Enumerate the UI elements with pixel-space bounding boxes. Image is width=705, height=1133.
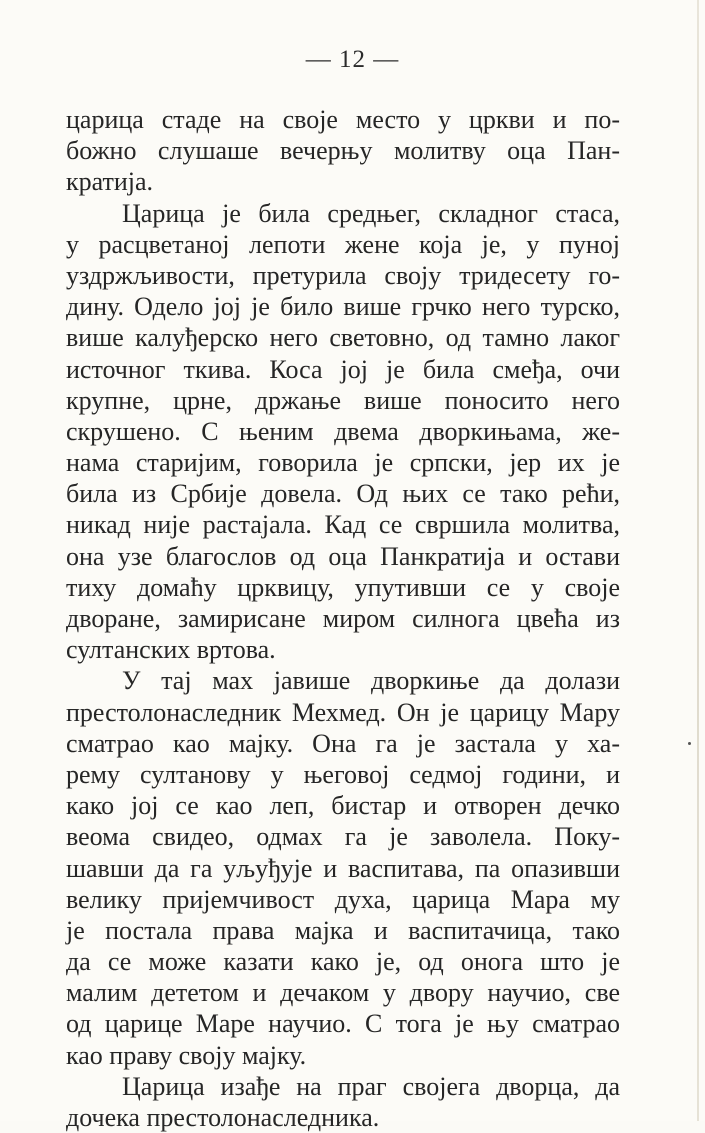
- text-line: дочека престолонаследника.: [66, 1103, 380, 1132]
- text-line: Царица је била средњег, складног стаса,: [122, 198, 620, 228]
- text-line: нама старијим, говорила је српски, јер их је: [66, 448, 620, 478]
- text-line: царица стаде на своје место у цркви и по-: [66, 105, 620, 134]
- text-line: уздржљивости, претурила своју тридесету го-: [66, 260, 620, 290]
- text-line: је постала права мајка и васпитачица, тако: [66, 915, 620, 945]
- text-line: шавши да га уљуђује и васпитава, па опазивши: [66, 853, 620, 883]
- text-line: сматрао као мајку. Она га је застала у ха-: [66, 728, 620, 758]
- text-line: султанских вртова.: [66, 635, 276, 665]
- text-line: божно слушаше вечерњу молитву оца Пан-: [66, 136, 620, 166]
- margin-mark: [688, 742, 691, 745]
- text-line: као праву своју мајку.: [66, 1040, 307, 1070]
- text-line: престолонаследник Мехмед. Он је царицу Мару: [66, 697, 620, 727]
- text-line: она узе благослов од оца Панкратија и остави: [66, 541, 620, 571]
- text-line: велику пријемчивост духа, царица Мара му: [66, 884, 620, 914]
- text-line: малим дететом и дечаком у двору научио, све: [66, 978, 620, 1008]
- text-line: како јој се као леп, бистар и отворен дечко: [66, 791, 620, 821]
- page-edge: [697, 0, 699, 1121]
- text-line: дворане, замирисане миром силнога цвећа из: [66, 604, 620, 633]
- text-line: веома свидео, одмах га је заволела. Поку-: [66, 822, 620, 852]
- text-line: тиху домаћу црквицу, упутивши се у своје: [66, 572, 620, 602]
- text-line: од царице Маре научио. С тога је њу сматрао: [66, 1009, 620, 1039]
- text-line: Царица изађе на праг својега дворца, да: [122, 1071, 620, 1101]
- page-number: — 12 —: [305, 46, 400, 73]
- body-text: [66, 104, 620, 1133]
- text-line: више калуђерско него световно, од тамно лаког: [66, 323, 620, 353]
- text-line: у расцветаној лепоти жене која је, у пуној: [66, 229, 620, 259]
- text-line: кратија.: [66, 167, 154, 197]
- text-line: била из Србије довела. Од њих се тако рећи,: [66, 479, 620, 509]
- text-line: дину. Одело јој је било више грчко него турско,: [66, 292, 620, 322]
- text-line: источног ткива. Коса јој је била смеђа, очи: [66, 354, 620, 384]
- text-line: да се може казати како је, од онога што је: [66, 947, 620, 977]
- text-line: скрушено. С њеним двема дворкињама, же-: [66, 416, 620, 446]
- text-line: крупне, црне, држање више поносито него: [66, 385, 620, 415]
- text-line: рему султанову у његовој седмој години, и: [66, 759, 620, 789]
- text-line: никад није растајала. Кад се свршила молитва,: [66, 510, 620, 540]
- text-line: У тај мах јавише дворкиње да долази: [122, 666, 620, 696]
